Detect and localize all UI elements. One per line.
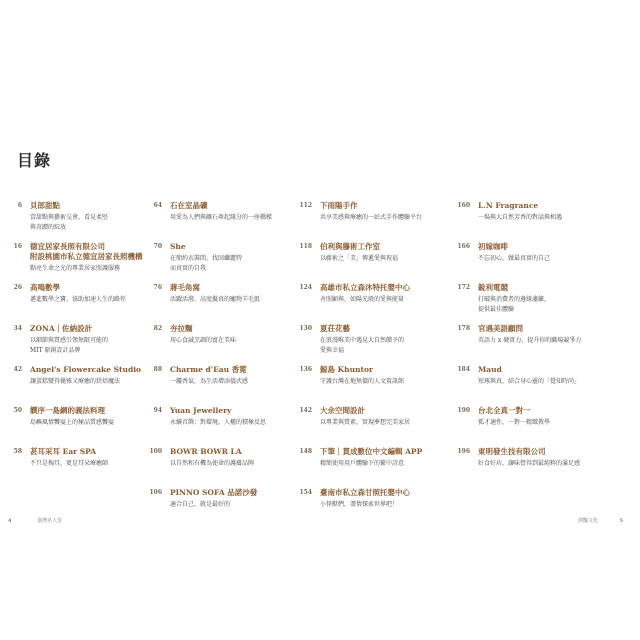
toc-entry-title: Yuan Jewellery (170, 406, 232, 415)
toc-entry-description: 用愛為人們與礦石牽起緣分的一座橋樑 (170, 214, 273, 221)
footer-right-text: 澤豔文化 (578, 518, 599, 524)
toc-entry-description: 善照顧與，如陽光般的愛與能量 (320, 296, 405, 303)
toc-entry-description: 以藤術之「美」傳遞愛與祝福 (320, 255, 399, 262)
toc-page-number: 124 (299, 284, 312, 291)
footer-right (578, 517, 623, 524)
toc-entry-description: 精簡使用用戶體驗下的繁中詩意 (320, 460, 405, 467)
toc-entry-title: 大余空間設計 (320, 406, 365, 415)
toc-entry-description: 打破與消費者的邊緣藩籬， (478, 296, 551, 303)
toc-entry-title: 高鳴數學 (30, 283, 60, 292)
toc-page-number: 172 (457, 284, 470, 291)
toc-entry-title: Charme d'Eau 香霓 (170, 365, 247, 374)
toc-entry-description: 讓蛋糕變得優雅又療癒的烘焙魔法 (30, 378, 121, 385)
toc-entry-description: 以自然和有機為使命的護膚品牌 (170, 460, 255, 467)
toc-entry-title: L.N Fragrance (478, 201, 539, 210)
toc-page-number: 148 (299, 448, 312, 455)
toc-page-number: 76 (153, 284, 162, 291)
footer-left-page-number: 4 (8, 518, 12, 524)
toc-entry-title: 下筆｜貫成數位中文編輯 APP (320, 447, 423, 456)
toc-entry-description: MIT 原創設計品牌 (30, 347, 81, 354)
toc-entry-title: 伯利與籐術工作室 (320, 242, 380, 251)
toc-page-number: 112 (299, 202, 312, 209)
toc-entry-title: ZONA｜佐納設計 (30, 324, 93, 333)
toc-entry-description: 當甜點與藝術交會，看見柔堅 (30, 214, 109, 221)
toc-entry-description: 與奇蹟的綻放 (30, 224, 67, 231)
toc-entry-title: 初嫁咖啡 (478, 242, 508, 251)
toc-entry-description: 邁進數學之寶，協助加速人生的路徑 (30, 296, 127, 303)
toc-entry-title: 夏荘花藝 (320, 324, 350, 333)
footer-left-text: 臺灣名人堂 (37, 518, 63, 524)
toc-entry-description: 不忘初心，做最真實的自己 (478, 255, 551, 262)
toc-page-number: 82 (153, 325, 162, 332)
toc-entry-title: 饌序一島網的義法料理 (30, 406, 105, 415)
toc-entry-description: 永續首飾：對環境，人權的積極反思 (170, 419, 267, 426)
toc-entry-description: 小怪獸們，盡情探索世界吧！ (320, 501, 399, 508)
toc-page-number: 16 (13, 243, 22, 250)
toc-entry-title: BOWR BOWR LA (170, 447, 242, 456)
toc-entry-title: 貝郎甜點 (30, 201, 60, 210)
toc-page-number: 58 (13, 448, 22, 455)
toc-entry-title: 石在室晶礦 (170, 201, 208, 210)
toc-entry-title: Maud (478, 365, 502, 374)
toc-entry-description: 在浪漫唯美中遇見大自然饋予的 (320, 337, 405, 344)
toc-entry-title: 甚耳采耳 Ear SPA (30, 447, 97, 456)
toc-entry-description: 一縷香氣，為生活增添儀式感 (170, 378, 249, 385)
toc-page-number: 64 (153, 202, 162, 209)
toc-entry-title: 德宜居家長照有限公司 (30, 242, 105, 251)
toc-entry-title: PINNO SOFA 品諾沙發 (170, 488, 258, 497)
toc-entry-title: 台北全真一對一 (478, 406, 531, 415)
toc-page-number: 118 (299, 243, 312, 250)
toc-page-number: 70 (153, 243, 162, 250)
toc-page-number: 130 (299, 325, 312, 332)
toc-entry-description: 提供最佳體驗 (478, 306, 515, 313)
toc-page-number: 106 (149, 489, 162, 496)
footer-right-page-number: 5 (619, 518, 624, 524)
toc-page-number: 160 (457, 202, 470, 209)
toc-page-number: 136 (299, 366, 312, 373)
toc-page-number: 42 (13, 366, 22, 373)
toc-entry-title: 蔣毛角窩 (170, 283, 200, 292)
toc-entry-description: 孤才適性，一對一精緻教學 (478, 419, 551, 426)
toc-entry-description: 英語力 x 硬實力，提升你的職場競爭力 (478, 337, 582, 344)
toc-entry-description: 而真實的自我 (170, 265, 207, 272)
toc-entry-title: 官遇美語顧問 (478, 324, 523, 333)
toc-entry-description: 以細節與質感引領無限可能的 (30, 337, 109, 344)
toc-page-number: 178 (457, 325, 470, 332)
footer-left (8, 517, 62, 524)
toc-page-number: 94 (153, 407, 162, 414)
toc-entry-description: 適合自己，就是最好的 (170, 501, 231, 508)
toc-entry-title: 高雄市私立森沐特托嬰中心 (320, 283, 410, 292)
toc-entry-title: 鯨島 Khuntor (320, 365, 373, 374)
toc-page-number: 100 (149, 448, 162, 455)
toc-page-number: 184 (457, 366, 470, 373)
toc-entry-description: 點亮生命之光的專業居家照護服務 (30, 265, 121, 272)
toc-entry-description: 短琢與真，結合身心靈的「覺知時尚」 (478, 378, 581, 385)
toc-entry-description: 愛與幸福 (320, 347, 345, 354)
toc-entry-title: She (170, 242, 186, 251)
toc-entry-title: 下雨陽手作 (320, 201, 358, 210)
toc-entry-description: 好食好坊，讓味營得到最純粹的滿足感 (478, 460, 581, 467)
page-title: 目錄 (17, 151, 52, 170)
toc-page-number: 142 (299, 407, 312, 414)
toc-entry-description: 共享美感與療癒的一站式手作體驗平台 (320, 214, 423, 221)
toc-page-number: 154 (299, 489, 312, 496)
toc-entry-title: 銳利電競 (478, 283, 508, 292)
toc-entry-description: 一場與大自然芳香的對話與相遇 (478, 214, 563, 221)
toc-entry-description: 島嶼風情饗宴上的極品質感饗宴 (30, 419, 115, 426)
toc-entry-description: 不只是掏耳，更是耳朵療癒師 (30, 460, 109, 467)
toc-page-number: 34 (13, 325, 22, 332)
toc-entry-description: 用心食誠烹調的富在美味 (170, 337, 237, 344)
toc-entry-description: 守護台灣在地無價的人文資訊館 (320, 378, 405, 385)
toc-page-number: 6 (17, 202, 22, 209)
toc-page-number: 166 (457, 243, 470, 250)
toc-entry-title: 夯拉麵 (170, 324, 193, 333)
toc-page-number: 88 (153, 366, 162, 373)
toc-page-number: 190 (457, 407, 470, 414)
toc-entry-title: 東明發生技有限公司 (478, 447, 546, 456)
toc-entry-description: 以專業與質素，實現夢想完美家居 (320, 419, 411, 426)
toc-entry-title: 附設桃園市私立德宜居家長照機構 (30, 252, 143, 261)
toc-entry-description: 在簡約衣裝間，找回纖麗特 (170, 255, 243, 262)
toc-page-number: 196 (457, 448, 470, 455)
toc-page-number: 50 (13, 407, 22, 414)
toc-entry-title: Angel's Flowercake Studio (30, 365, 142, 374)
toc-page-number: 26 (13, 284, 22, 291)
toc-entry-description: 活躍活潑、高度擬真的寵物羊毛氈 (170, 296, 261, 303)
toc-entry-title: 臺南市私立森甘照托嬰中心 (320, 488, 410, 497)
